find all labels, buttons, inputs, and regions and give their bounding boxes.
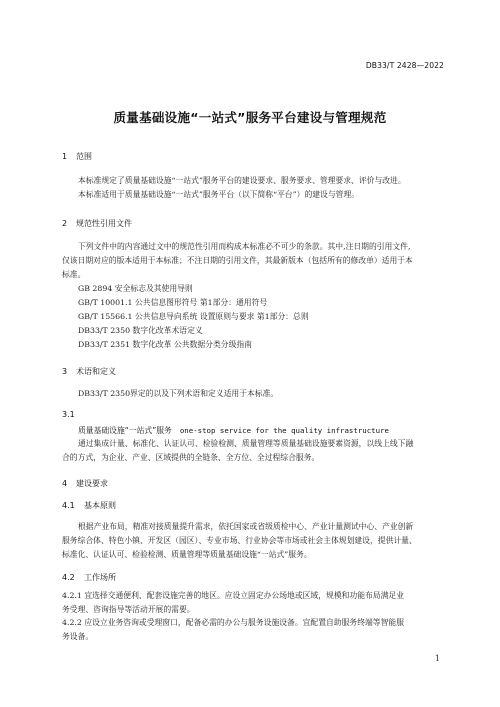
term-chinese: 质量基础设施“一站式”服务: [78, 426, 172, 435]
page-number: 1: [434, 654, 440, 663]
text-line: 标准。: [62, 270, 86, 279]
section-1-body: [62, 174, 442, 202]
subsection-4-1-heading: [62, 500, 116, 511]
paragraph-line: [62, 451, 442, 465]
section-number: 4: [62, 479, 68, 488]
text-line: 务设备。: [62, 632, 94, 641]
reference-item: GB/T 10001.1 公共信息图形符号 第1部分：通用符号: [78, 298, 268, 307]
term-entry: [78, 425, 389, 436]
term-definition: [62, 437, 442, 465]
text-line: 务受理、咨询指导等活动开展的需要。: [62, 605, 195, 614]
text-line: 根据产业布局，精准对接质量提升需求，依托国家或省级质检中心、产业计量测试中心、产业创新: [78, 522, 414, 531]
text-line: 服务综合体、特色小镇、开发区（园区）、专业市场、行业协会等市场或社会主体规划建设，提供计量、: [62, 536, 417, 545]
reference-item: GB 2894 安全标志及其使用导则: [78, 284, 193, 293]
section-number: 1: [62, 152, 68, 161]
section-number: 2: [62, 219, 68, 228]
reference-item: GB/T 15566.1 公共信息导向系统 设置原则与要求 第1部分：总则: [78, 312, 309, 321]
text-line: 通过集成计量、标准化、认证认可、检验检测、质量管理等质量基础设施要素资源，以线上线下融: [78, 439, 414, 448]
text-line: 4.2.1 宜选择交通便利、配套设施完善的地区。应设立固定办公场地或区域，规模和功能布局满足业: [62, 591, 404, 600]
section-3-heading: [62, 366, 116, 377]
reference-item: DB33/T 2351 数字化改革 公共数据分类分级指南: [78, 340, 252, 349]
subsection-3-1-number: 3.1: [62, 410, 75, 419]
paragraph-line: [62, 188, 442, 202]
text-line: 本标准规定了质量基础设施“一站式”服务平台的建设要求、服务要求、管理要求、评价与改进。: [78, 176, 406, 185]
text-line: 合的方式，为企业、产业、区域提供的全链条、全方位、全过程综合服务。: [62, 453, 320, 462]
paragraph-line: [62, 174, 442, 188]
term-english: one-stop service for the quality infrastructure: [179, 426, 389, 435]
section-title: 范围: [76, 152, 92, 161]
section-title: 术语和定义: [76, 367, 116, 376]
paragraph-line: [62, 254, 442, 268]
paragraph-line: [62, 240, 442, 254]
paragraph-line: [62, 268, 442, 282]
clause-4-2-2: [62, 616, 442, 644]
standard-code: DB33/T 2428—2022: [365, 61, 444, 70]
section-number: 3: [62, 367, 68, 376]
section-3-intro: DB33/T 2350界定的以及下列术语和定义适用于本标准。: [78, 389, 279, 398]
clause-4-2-1: [62, 589, 442, 617]
paragraph-line: [62, 437, 442, 451]
section-1-heading: [62, 151, 92, 162]
section-title: 规范性引用文件: [76, 219, 132, 228]
paragraph-line: [62, 630, 442, 644]
subsection-4-1-body: [62, 520, 442, 562]
section-title: 建设要求: [76, 479, 108, 488]
section-title: 工作场所: [84, 573, 116, 582]
text-line: 仅该日期对应的版本适用于本标准；不注日期的引用文件，其最新版本（包括所有的修改单）适用于本: [62, 256, 413, 265]
section-number: 4.2: [62, 573, 75, 582]
paragraph-line: [62, 603, 442, 617]
text-line: 本标准适用于质量基础设施“一站式”服务平台（以下简称“平台”）的建设与管理。: [78, 190, 360, 199]
paragraph-line: [62, 548, 442, 562]
subsection-4-2-heading: [62, 572, 116, 583]
section-title: 基本原则: [84, 501, 116, 510]
text-line: 标准化、认证认可、检验检测、质量管理等质量基础设施“一站式”服务。: [62, 550, 312, 559]
document-title: 质量基础设施“一站式”服务平台建设与管理规范: [113, 110, 387, 125]
paragraph-line: [62, 589, 442, 603]
text-line: 下列文件中的内容通过文中的规范性引用而构成本标准必不可少的条款。其中,注日期的引用文件,: [78, 242, 411, 251]
section-4-heading: [62, 478, 108, 489]
paragraph-line: [62, 534, 442, 548]
section-number: 4.1: [62, 501, 75, 510]
section-2-body: [62, 240, 442, 282]
paragraph-line: [62, 520, 442, 534]
text-line: 4.2.2 应设立业务咨询或受理窗口，配备必需的办公与服务设施设备。宜配置自助服务终端等智能服: [62, 618, 404, 627]
reference-item: DB33/T 2350 数字化改革术语定义: [78, 326, 203, 335]
paragraph-line: [62, 616, 442, 630]
section-2-heading: [62, 218, 132, 229]
